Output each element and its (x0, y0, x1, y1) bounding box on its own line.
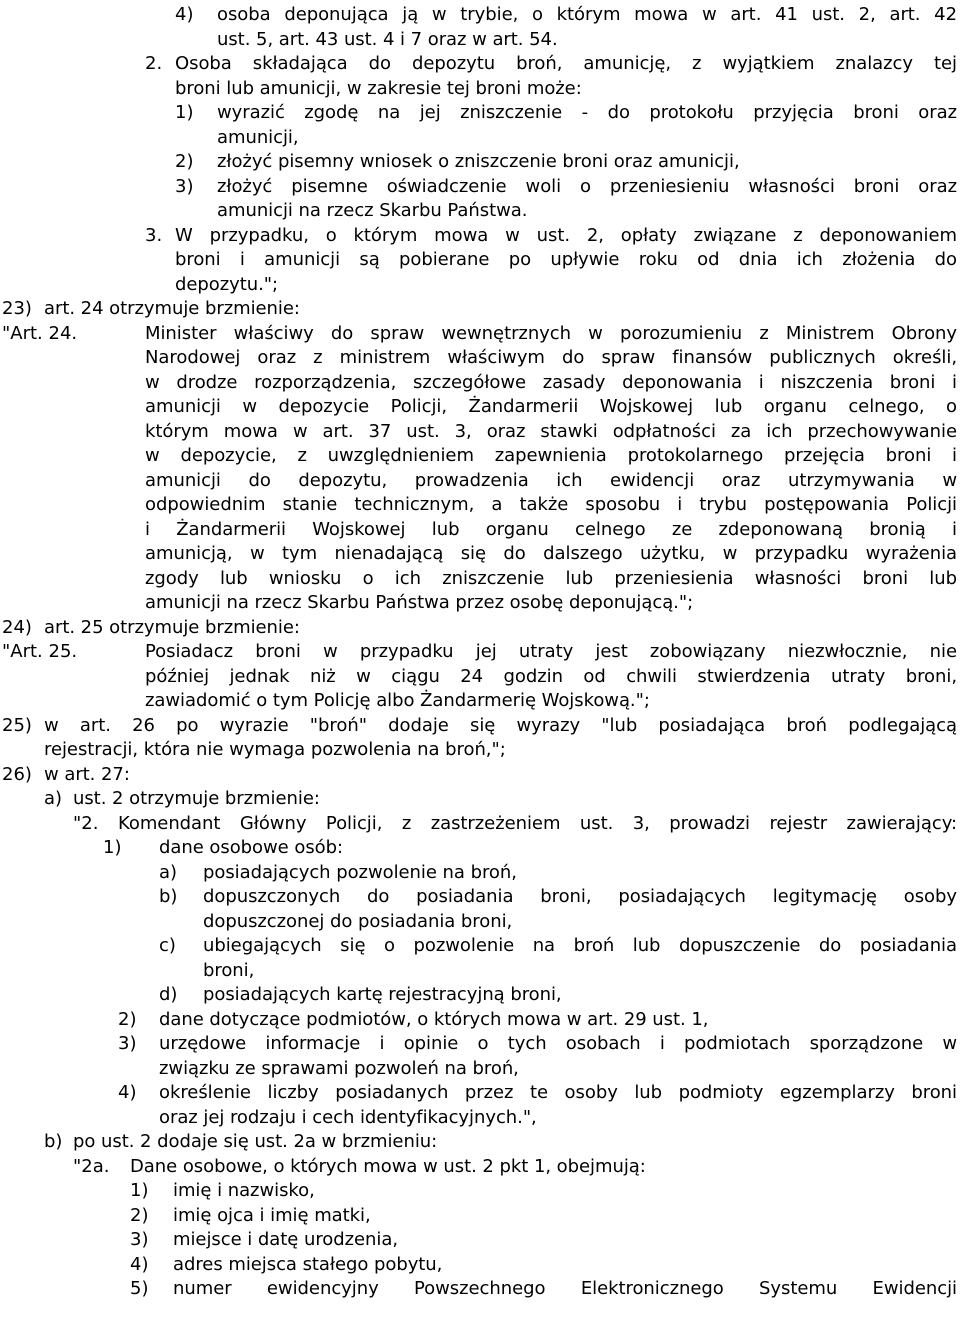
text-line: związku ze sprawami pozwoleń na broń, (159, 1057, 519, 1079)
letter-label: d) (159, 984, 178, 1005)
article-number: "Art. 24. (2, 322, 78, 344)
text-line: ust. 2 otrzymuje brzmienie: (73, 788, 320, 809)
text-line: określenie liczby posiadanych przez te osoby lub podmioty egzemplarzy broni (159, 1082, 957, 1103)
text-line: art. 25 otrzymuje brzmienie: (44, 616, 300, 638)
text-line: Narodowej oraz z ministrem właściwym do spraw finansów publicznych określi, (145, 347, 957, 368)
text-line: adres miejsca stałego pobytu, (173, 1253, 443, 1275)
text-line: broni lub amunicji, w zakresie tej broni może: (175, 77, 582, 99)
text-line: posiadających kartę rejestracyjną broni, (203, 984, 562, 1005)
text-line: amunicji w depozycie Policji, Żandarmerii Wojskowej lub organu celnego, o (145, 396, 957, 417)
list-number: 4) (118, 1082, 137, 1103)
text-line: Komendant Główny Policji, z zastrzeżeniem ust. 3, prowadzi rejestr zawierający: (118, 812, 957, 834)
text-line: W przypadku, o którym mowa w ust. 2, opłaty związane z deponowaniem (175, 224, 957, 246)
text-line: amunicją, w tym nienadającą się do dalszego użytku, w przypadku wyrażenia (145, 543, 957, 564)
text-line: ubiegających się o pozwolenie na broń lub dopuszczenie do posiadania (203, 935, 957, 956)
text-line: imię ojca i imię matki, (173, 1204, 371, 1226)
text-line: w drodze rozporządzenia, szczegółowe zasady deponowania i niszczenia broni i (145, 371, 957, 393)
article-number: "Art. 25. (2, 641, 78, 662)
text-line: rejestracji, która nie wymaga pozwolenia na broń,"; (44, 739, 506, 760)
list-number: 4) (175, 4, 194, 25)
point-number: 25) (2, 714, 32, 736)
paragraph-number: "2. (73, 812, 99, 834)
text-line: dopuszczonych do posiadania broni, posiadających legitymację osoby (203, 886, 957, 907)
letter-label: b) (44, 1131, 63, 1152)
letter-label: c) (159, 935, 176, 956)
text-line: zgody lub wniosku o ich zniszczenie lub przeniesienia własności broni lub (145, 567, 957, 589)
point-number: 26) (2, 763, 32, 785)
text-line: w art. 26 po wyrazie "broń" dodaje się wyrazy "lub posiadająca broń podlegającą (44, 714, 957, 736)
list-number: 3) (118, 1033, 137, 1054)
text-line: dane dotyczące podmiotów, o których mowa w art. 29 ust. 1, (159, 1008, 709, 1030)
paragraph-number: 3. (145, 224, 163, 246)
list-number: 2) (130, 1204, 149, 1226)
text-line: którym mowa w art. 37 ust. 3, oraz stawki odpłatności za ich przechowywanie (145, 420, 957, 442)
text-line: w depozycie, z uwzględnieniem zapewnienia protokolarnego przejęcia broni i (145, 445, 957, 466)
text-line: broni, (203, 959, 255, 981)
text-line: amunicji, (217, 126, 299, 148)
letter-label: b) (159, 886, 178, 907)
text-line: później jednak niż w ciągu 24 godzin od chwili stwierdzenia utraty broni, (145, 665, 957, 687)
text-line: w art. 27: (44, 763, 130, 785)
text-line: depozytu."; (175, 273, 279, 295)
text-line: złożyć pisemne oświadczenie woli o przeniesieniu własności broni oraz (217, 175, 957, 197)
text-line: numer ewidencyjny Powszechnego Elektronicznego Systemu Ewidencji (173, 1278, 957, 1299)
text-line: ust. 5, art. 43 ust. 4 i 7 oraz w art. 54. (217, 28, 558, 50)
text-line: amunicji na rzecz Skarbu Państwa przez osobę deponującą."; (145, 592, 694, 613)
list-number: 1) (175, 102, 194, 123)
text-line: dane osobowe osób: (159, 837, 344, 858)
list-number: 3) (175, 175, 194, 197)
text-line: Dane osobowe, o których mowa w ust. 2 pkt 1, obejmują: (130, 1155, 646, 1177)
text-line: osoba deponująca ją w trybie, o którym mowa w art. 41 ust. 2, art. 42 (217, 4, 957, 25)
text-line: urzędowe informacje i opinie o tych osobach i podmiotach sporządzone w (159, 1033, 957, 1054)
text-line: art. 24 otrzymuje brzmienie: (44, 298, 300, 319)
text-line: Osoba składająca do depozytu broń, amunicję, z wyjątkiem znalazcy tej (175, 53, 957, 74)
list-number: 1) (103, 837, 122, 858)
list-number: 5) (130, 1278, 149, 1299)
text-line: oraz jej rodzaju i cech identyfikacyjnych.", (159, 1106, 537, 1128)
text-line: zawiadomić o tym Policję albo Żandarmerię Wojskową."; (145, 690, 650, 711)
text-line: i Żandarmerii Wojskowej lub organu celnego ze zdeponowaną bronią i (145, 518, 957, 540)
text-line: broni i amunicji są pobierane po upływie roku od dnia ich złożenia do (175, 249, 957, 270)
text-line: złożyć pisemny wniosek o zniszczenie broni oraz amunicji, (217, 151, 740, 172)
text-line: imię i nazwisko, (173, 1180, 315, 1201)
text-line: amunicji do depozytu, prowadzenia ich ewidencji oraz utrzymywania w (145, 469, 957, 491)
text-line: Minister właściwy do spraw wewnętrznych w porozumieniu z Ministrem Obrony (145, 322, 957, 344)
point-number: 23) (2, 298, 32, 319)
text-line: po ust. 2 dodaje się ust. 2a w brzmieniu: (73, 1131, 438, 1152)
text-line: Posiadacz broni w przypadku jej utraty jest zobowiązany niezwłocznie, nie (145, 641, 957, 662)
text-line: dopuszczonej do posiadania broni, (203, 910, 513, 932)
text-line: posiadających pozwolenie na broń, (203, 861, 517, 883)
point-number: 24) (2, 616, 32, 638)
text-line: miejsce i datę urodzenia, (173, 1229, 398, 1250)
text-line: amunicji na rzecz Skarbu Państwa. (217, 200, 528, 221)
list-number: 1) (130, 1180, 149, 1201)
text-line: odpowiednim stanie technicznym, a także sposobu i trybu postępowania Policji (145, 494, 957, 515)
text-line: wyrazić zgodę na jej zniszczenie - do protokołu przyjęcia broni oraz (217, 102, 957, 123)
paragraph-number: 2. (145, 53, 163, 74)
paragraph-number: "2a. (73, 1155, 110, 1177)
list-number: 4) (130, 1253, 149, 1275)
letter-label: a) (159, 861, 178, 883)
list-number: 2) (175, 151, 194, 172)
letter-label: a) (44, 788, 63, 809)
list-number: 2) (118, 1008, 137, 1030)
list-number: 3) (130, 1229, 149, 1250)
